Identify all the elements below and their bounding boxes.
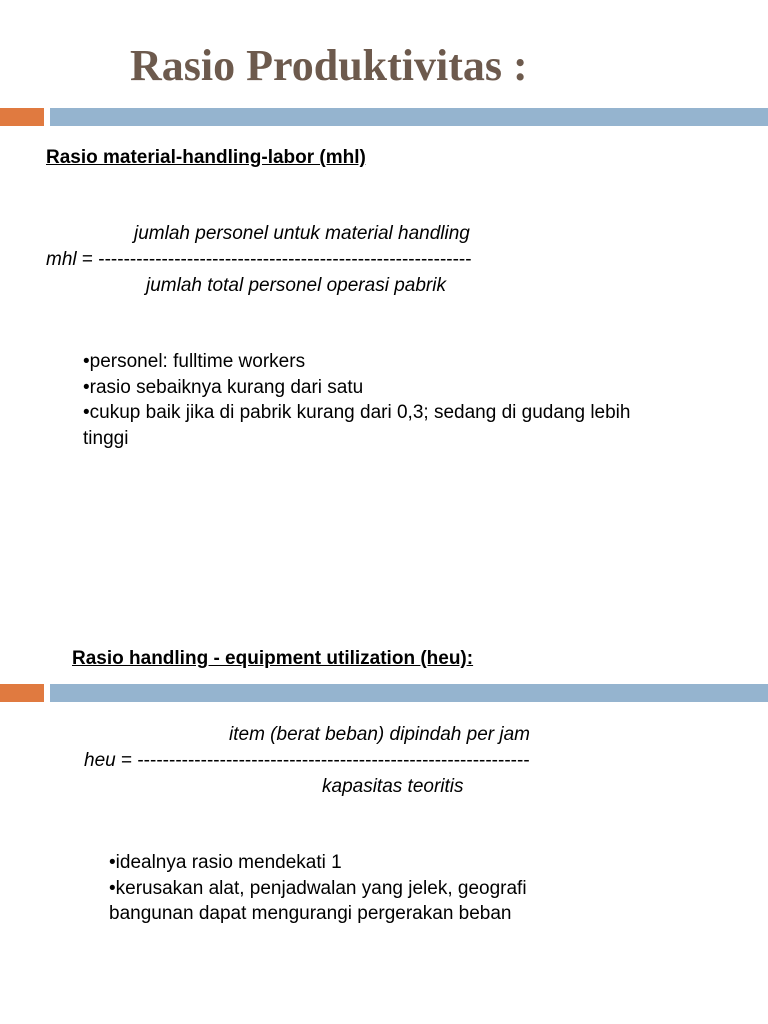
- divider-bar-mid: [50, 684, 768, 702]
- list-item: •personel: fulltime workers: [83, 351, 306, 372]
- list-item: •idealnya rasio mendekati 1: [109, 852, 342, 873]
- page-title: Rasio Produktivitas :: [130, 41, 528, 90]
- section1-lhs: mhl: [46, 249, 77, 270]
- divider-bar-top: [50, 108, 768, 126]
- section1-equals-line: = -----------------------------------------------------------: [81, 249, 472, 270]
- section1-bullet-list: [83, 349, 673, 451]
- section2-heading: Rasio handling - equipment utilization (heu):: [72, 648, 474, 669]
- section1-formula-line: [46, 248, 472, 272]
- section1-numerator: jumlah personel untuk material handling: [134, 223, 470, 244]
- section2-equals-line: = --------------------------------------------------------------: [120, 750, 530, 771]
- section2-bullet-list: [109, 850, 589, 927]
- list-item: •cukup baik jika di pabrik kurang dari 0,3; sedang di gudang lebih tinggi: [83, 402, 631, 449]
- section2-denominator: kapasitas teoritis: [322, 776, 464, 797]
- section1-denominator: jumlah total personel operasi pabrik: [146, 275, 446, 296]
- section2-numerator: item (berat beban) dipindah per jam: [229, 724, 531, 745]
- divider-accent-top: [0, 108, 44, 126]
- list-item: •kerusakan alat, penjadwalan yang jelek, geografi bangunan dapat mengurangi pergerakan beban: [109, 877, 527, 924]
- divider-accent-mid: [0, 684, 44, 702]
- section1-heading: Rasio material-handling-labor (mhl): [46, 147, 366, 168]
- section2-formula-line: [84, 749, 530, 773]
- section2-lhs: heu: [84, 750, 116, 771]
- list-item: •rasio sebaiknya kurang dari satu: [83, 376, 364, 398]
